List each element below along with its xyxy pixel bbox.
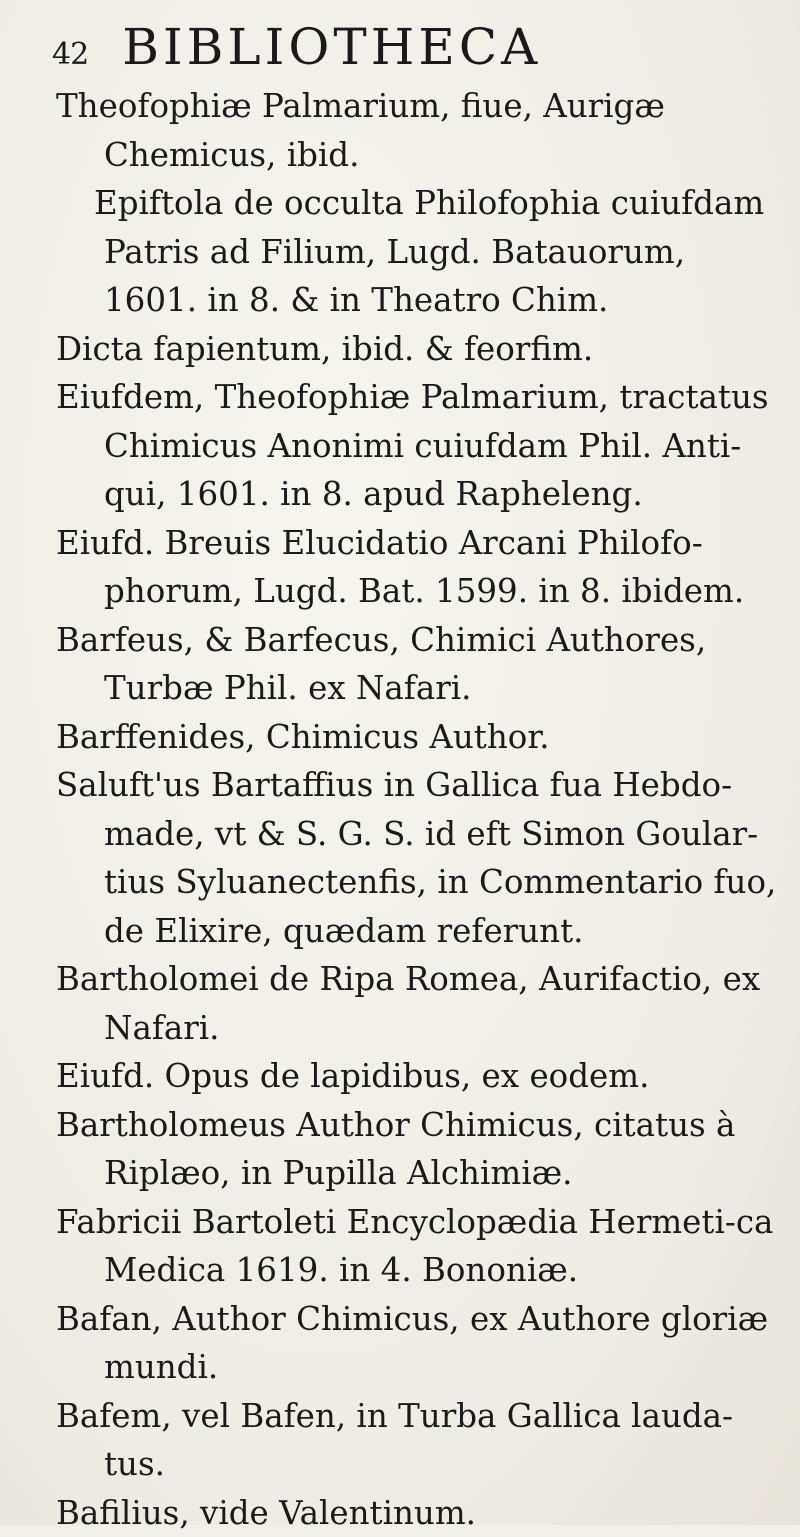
page-header xyxy=(52,18,541,90)
entry: Bafan, Author Chimicus, ex Authore gloriæ mundi. xyxy=(56,1295,781,1392)
entry: Bafem, vel Bafen, in Turba Gallica lauda-tus. xyxy=(56,1392,781,1489)
entry: Bafilius, vide Valentinum. xyxy=(56,1489,781,1537)
entry: Saluft'us Bartaffius in Gallica fua Hebdo-made, vt & S. G. S. id eft Simon Goular-tius Syluanectenfis, in Commentario fuo, de Elixire, quædam referunt. xyxy=(56,761,781,955)
bibliography-entries xyxy=(56,82,781,1537)
page-number: 42 xyxy=(52,37,88,72)
running-head-title: BIBLIOTHECA xyxy=(122,18,541,76)
entry: Eiufdem, Theofophiæ Palmarium, tractatus Chimicus Anonimi cuiufdam Phil. Anti-qui, 1601. in 8. apud Rapheleng. xyxy=(56,373,781,519)
entry: Theofophiæ Palmarium, fiue, Aurigæ Chemicus, ibid. xyxy=(56,82,781,179)
entry: Fabricii Bartoleti Encyclopædia Hermeti-ca Medica 1619. in 4. Bononiæ. xyxy=(56,1198,781,1295)
entry: Barfeus, & Barfecus, Chimici Authores, Turbæ Phil. ex Nafari. xyxy=(56,616,781,713)
entry: Bartholomei de Ripa Romea, Aurifactio, ex Nafari. xyxy=(56,955,781,1052)
entry: Bartholomeus Author Chimicus, citatus à Riplæo, in Pupilla Alchimiæ. xyxy=(56,1101,781,1198)
entry: Barffenides, Chimicus Author. xyxy=(56,713,781,762)
entry: Dicta fapientum, ibid. & feorfim. xyxy=(56,325,781,374)
entry: Eiufd. Opus de lapidibus, ex eodem. xyxy=(56,1052,781,1101)
entry: Epiftola de occulta Philofophia cuiufdam Patris ad Filium, Lugd. Batauorum, 1601. in 8. & in Theatro Chim. xyxy=(56,179,781,325)
entry: Eiufd. Breuis Elucidatio Arcani Philofo-phorum, Lugd. Bat. 1599. in 8. ibidem. xyxy=(56,519,781,616)
